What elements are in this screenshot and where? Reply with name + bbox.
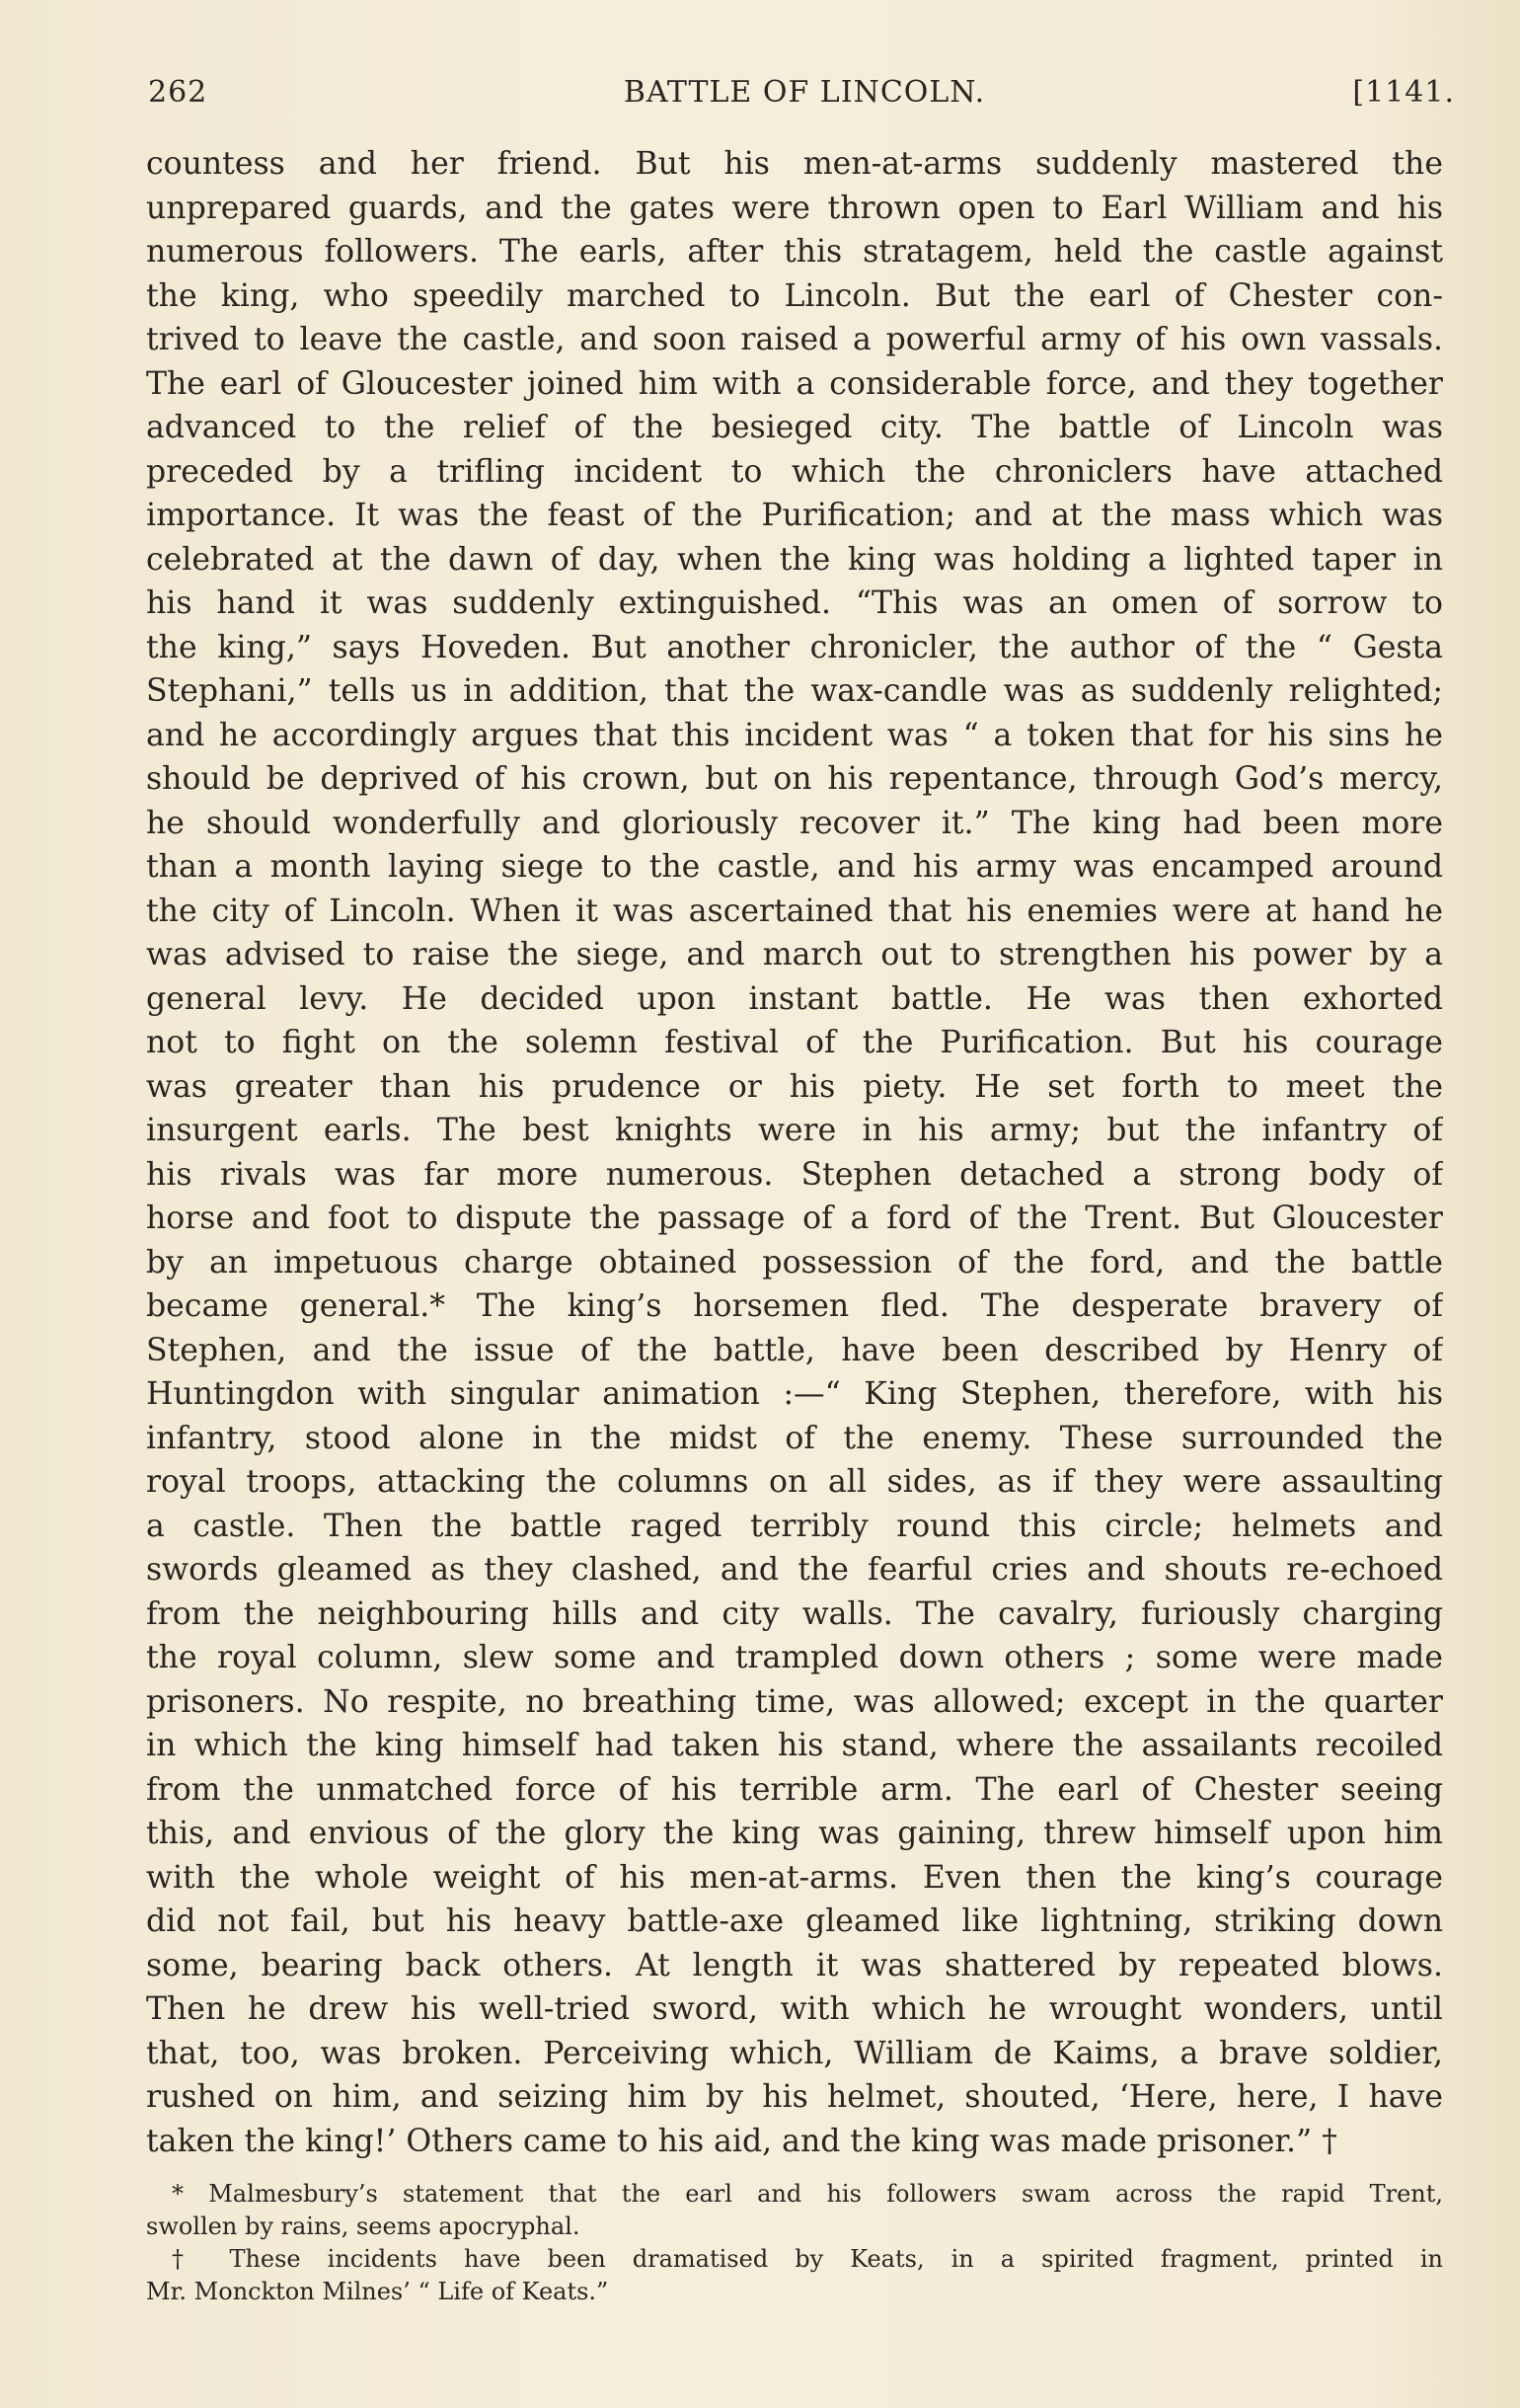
footnote-line: * Malmesbury’s statement that the earl and his followers swam across the rapid Trent, bbox=[172, 2180, 1443, 2208]
text-line: insurgent earls. The best knights were in his army; but the infantry of bbox=[146, 1113, 1443, 1148]
text-line: prisoners. No respite, no breathing time, was allowed; except in the quarter bbox=[146, 1683, 1443, 1720]
text-line: importance. It was the feast of the Purification; and at the mass which was bbox=[146, 498, 1443, 533]
text-line: the king,” says Hoveden. But another chronicler, the author of the “ Gesta bbox=[146, 629, 1443, 665]
text-line: did not fail, but his heavy battle-axe gleamed like lightning, striking down bbox=[146, 1903, 1443, 1939]
running-title: BATTLE OF LINCOLN. bbox=[623, 75, 986, 110]
text-line: Then he drew his well-tried sword, with which he wrought wonders, until bbox=[146, 1991, 1443, 2027]
page-number: 262 bbox=[148, 75, 208, 110]
text-line: this, and envious of the glory the king was gaining, threw himself upon him bbox=[146, 1816, 1443, 1851]
text-line: by an impetuous charge obtained possession of the ford, and the battle bbox=[146, 1244, 1443, 1281]
text-line: horse and foot to dispute the passage of a ford of the Trent. But Gloucester bbox=[146, 1201, 1443, 1236]
text-line: general levy. He decided upon instant battle. He was then exhorted bbox=[146, 980, 1443, 1017]
footnotes bbox=[146, 2178, 1443, 2308]
text-line: some, bearing back others. At length it was shattered by repeated blows. bbox=[146, 1947, 1443, 1983]
text-line: countess and her friend. But his men-at-arms suddenly mastered the bbox=[146, 146, 1443, 182]
text-line: became general.* The king’s horsemen fled. The desperate bravery of bbox=[146, 1288, 1443, 1324]
text-line: trived to leave the castle, and soon raised a powerful army of his own vassals. bbox=[146, 322, 1443, 357]
text-line: not to fight on the solemn festival of the Purification. But his courage bbox=[146, 1025, 1443, 1060]
text-line: celebrated at the dawn of day, when the king was holding a lighted taper in bbox=[146, 541, 1443, 578]
footnote-line: † These incidents have been dramatised by Keats, in a spirited fragment, printed in bbox=[172, 2245, 1443, 2273]
text-line: in which the king himself had taken his stand, where the assailants recoiled bbox=[146, 1728, 1443, 1763]
year-marker: [1141. bbox=[1352, 75, 1455, 110]
text-line: advanced to the relief of the besieged city. The battle of Lincoln was bbox=[146, 410, 1443, 445]
text-line: taken the king!’ Others came to his aid, and the king was made prisoner.” † bbox=[146, 2123, 1337, 2159]
text-line: from the unmatched force of his terrible arm. The earl of Chester seeing bbox=[146, 1771, 1443, 1808]
text-line: Huntingdon with singular animation :—“ King Stephen, therefore, with his bbox=[146, 1376, 1443, 1412]
text-line: from the neighbouring hills and city walls. The cavalry, furiously charging bbox=[146, 1595, 1443, 1632]
text-line: Stephen, and the issue of the battle, have been described by Henry of bbox=[146, 1332, 1443, 1368]
text-line: with the whole weight of his men-at-arms. Even then the king’s courage bbox=[146, 1859, 1443, 1896]
text-line: than a month laying siege to the castle, and his army was encamped around bbox=[146, 849, 1443, 885]
text-line: a castle. Then the battle raged terribly round this circle; helmets and bbox=[146, 1508, 1443, 1544]
text-line: his hand it was suddenly extinguished. “This was an omen of sorrow to bbox=[146, 585, 1443, 621]
text-line: Stephani,” tells us in addition, that the wax-candle was as suddenly relighted; bbox=[146, 673, 1443, 709]
text-line: he should wonderfully and gloriously recover it.” The king had been more bbox=[146, 805, 1443, 841]
text-line: and he accordingly argues that this incident was “ a token that for his sins he bbox=[146, 717, 1443, 753]
text-line: his rivals was far more numerous. Stephen detached a strong body of bbox=[146, 1156, 1443, 1193]
text-line: unprepared guards, and the gates were thrown open to Earl William and his bbox=[146, 190, 1443, 226]
text-line: that, too, was broken. Perceiving which, William de Kaims, a brave soldier, bbox=[146, 2035, 1443, 2071]
page-header bbox=[148, 75, 1461, 118]
text-line: royal troops, attacking the columns on all sides, as if they were assaulting bbox=[146, 1464, 1443, 1500]
text-line: infantry, stood alone in the midst of the enemy. These surrounded the bbox=[146, 1420, 1443, 1456]
text-line: preceded by a trifling incident to which the chroniclers have attached bbox=[146, 453, 1443, 490]
text-line: the king, who speedily marched to Lincoln. But the earl of Chester con- bbox=[146, 277, 1443, 314]
text-line: numerous followers. The earls, after this stratagem, held the castle against bbox=[146, 234, 1443, 270]
text-line: the royal column, slew some and trampled down others ; some were made bbox=[146, 1640, 1443, 1675]
text-line: The earl of Gloucester joined him with a considerable force, and they together bbox=[146, 365, 1443, 402]
text-line: was advised to raise the siege, and march out to strengthen his power by a bbox=[146, 937, 1443, 972]
text-line: rushed on him, and seizing him by his helmet, shouted, ‘Here, here, I have bbox=[146, 2079, 1443, 2115]
text-line: was greater than his prudence or his piety. He set forth to meet the bbox=[146, 1068, 1443, 1105]
body-text bbox=[146, 142, 1443, 2163]
footnote-line: Mr. Monckton Milnes’ “ Life of Keats.” bbox=[146, 2278, 609, 2305]
text-line: swords gleamed as they clashed, and the fearful cries and shouts re-echoed bbox=[146, 1552, 1443, 1588]
text-line: should be deprived of his crown, but on his repentance, through God’s mercy, bbox=[146, 761, 1443, 797]
text-line: the city of Lincoln. When it was ascertained that his enemies were at hand he bbox=[146, 893, 1443, 929]
footnote-line: swollen by rains, seems apocryphal. bbox=[146, 2213, 580, 2240]
